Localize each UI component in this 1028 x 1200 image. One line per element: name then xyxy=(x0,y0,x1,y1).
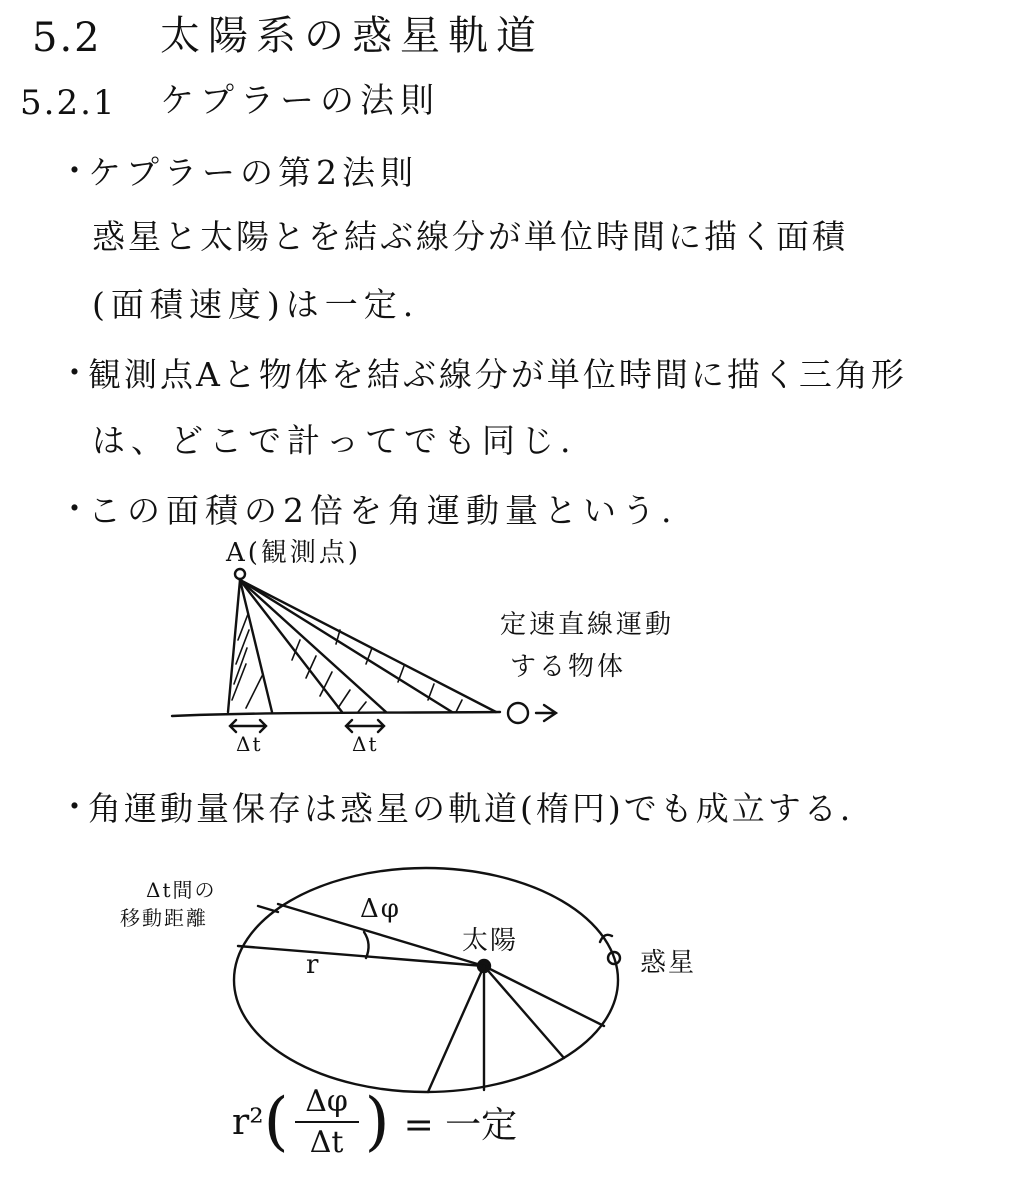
angular-momentum-definition: この面積の2倍を角運動量という. xyxy=(88,491,678,530)
interval-arrow-2 xyxy=(346,720,384,732)
radius-line-4 xyxy=(484,966,564,1058)
moving-object-label: する物体 xyxy=(510,652,627,682)
formula-open-paren: ( xyxy=(263,1085,289,1159)
ray-5 xyxy=(240,580,452,712)
section-number: 5.2 xyxy=(32,15,102,61)
observation-point-statement-line2: は、どこで計ってでも同じ. xyxy=(92,421,577,460)
ray-1 xyxy=(228,580,240,712)
angle-arc xyxy=(364,932,369,958)
bullet-mark: ・ xyxy=(58,353,93,392)
angular-momentum-conservation-statement: 角運動量保存は惑星の軌道(楕円)でも成立する. xyxy=(88,789,854,828)
radius-line-6 xyxy=(428,966,484,1092)
kepler-law-statement-line1: 惑星と太陽とを結ぶ線分が単位時間に描く面積 xyxy=(92,217,848,256)
formula-close-paren: ) xyxy=(364,1085,390,1159)
formula-rhs: = 一定 xyxy=(403,1104,518,1146)
ray-4 xyxy=(240,580,386,712)
motion-arrow xyxy=(536,705,556,721)
formula-numerator: Δφ xyxy=(305,1084,348,1119)
formula-denominator: Δt xyxy=(309,1125,344,1160)
sun-label: 太陽 xyxy=(462,926,519,956)
bullet-mark: ・ xyxy=(58,151,93,190)
travel-distance-label-line2: 移動距離 xyxy=(120,906,208,930)
elliptical-orbit-diagram xyxy=(234,868,620,1092)
moving-object-marker xyxy=(508,703,528,723)
shaded-area-3 xyxy=(336,630,462,712)
ray-6 xyxy=(240,580,496,712)
interval-arrow-1 xyxy=(230,720,266,732)
radius-label: r xyxy=(306,950,321,980)
angle-label: Δφ xyxy=(360,894,401,924)
kepler-law-statement-line2: (面積速度)は一定. xyxy=(92,285,420,324)
bullet-mark: ・ xyxy=(58,489,93,528)
kepler-second-law-heading: ケプラーの第2法則 xyxy=(88,153,418,192)
time-interval-label-1: Δt xyxy=(236,732,263,756)
travel-distance-label-line1: Δt間の xyxy=(146,878,217,902)
planet-label: 惑星 xyxy=(640,948,697,978)
bullet-mark: ・ xyxy=(58,787,93,826)
subsection-title: ケプラーの法則 xyxy=(160,81,440,121)
radius-line-3 xyxy=(484,966,604,1026)
observation-point-marker xyxy=(235,569,245,579)
formula-lhs: r² xyxy=(232,1101,264,1143)
observation-point-label: A(観測点) xyxy=(226,538,362,568)
subsection-number: 5.2.1 xyxy=(20,83,117,123)
observation-point-statement-line1: 観測点Aと物体を結ぶ線分が単位時間に描く三角形 xyxy=(88,355,907,394)
orbit-ellipse xyxy=(234,868,618,1092)
observation-triangles-diagram xyxy=(172,569,556,732)
time-interval-label-2: Δt xyxy=(352,732,379,756)
travel-distance-pointer xyxy=(258,906,278,912)
uniform-motion-label: 定速直線運動 xyxy=(500,610,675,640)
section-title: 太陽系の惑星軌道 xyxy=(160,13,544,59)
